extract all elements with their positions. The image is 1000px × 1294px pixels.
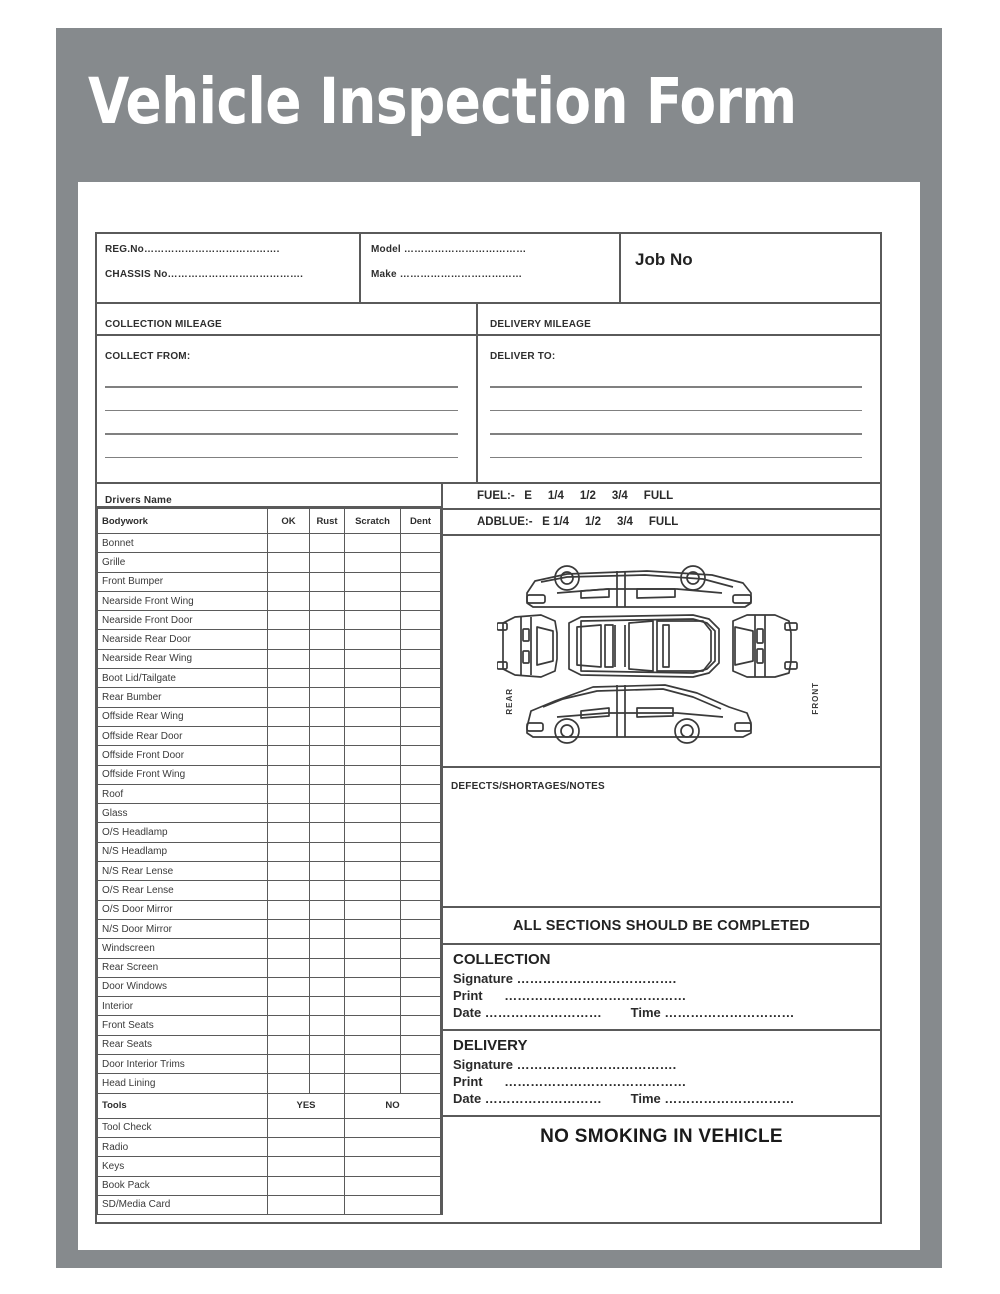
check-cell[interactable] [345,611,401,630]
check-cell[interactable] [310,591,345,610]
table-row [98,842,441,861]
check-cell[interactable] [310,649,345,668]
collection-signature-block [443,945,880,1031]
collection-print-field[interactable]: Print …………………………………… [453,988,687,1003]
diagram-rear-view [497,615,557,677]
check-cell[interactable] [268,765,310,784]
check-cell[interactable] [401,881,441,900]
address-rule[interactable] [490,386,862,388]
check-cell[interactable] [345,977,401,996]
check-cell[interactable] [401,746,441,765]
right-column [443,484,880,1215]
table-row [98,977,441,996]
row-label-o-s-door-mirror: O/S Door Mirror [98,900,268,919]
row-label-keys: Keys [98,1157,268,1176]
check-cell[interactable] [345,823,401,842]
table-row [98,688,441,707]
row-label-offside-rear-door: Offside Rear Door [98,726,268,745]
collect-from-lines [105,386,458,458]
check-cell[interactable] [345,1074,401,1093]
table-row [98,649,441,668]
identification-section [97,234,880,302]
no-smoking-text: NO SMOKING IN VEHICLE [540,1126,783,1147]
row-label-offside-front-door: Offside Front Door [98,746,268,765]
make-field[interactable]: Make ……………………………… [371,269,523,280]
check-cell[interactable] [310,688,345,707]
check-cell[interactable] [401,997,441,1016]
table-row [98,1074,441,1093]
check-cell[interactable] [268,939,310,958]
check-cell[interactable] [310,669,345,688]
column-header-ok: OK [268,509,310,534]
table-row [98,900,441,919]
check-cell[interactable] [345,553,401,572]
check-cell[interactable] [268,900,310,919]
row-label-sd-media-card: SD/Media Card [98,1195,268,1214]
check-cell[interactable] [310,823,345,842]
row-label-offside-rear-wing: Offside Rear Wing [98,707,268,726]
check-cell[interactable] [310,1055,345,1074]
check-cell[interactable] [345,997,401,1016]
check-cell[interactable] [268,784,310,803]
check-cell[interactable] [310,707,345,726]
check-cell[interactable] [310,630,345,649]
check-cell[interactable] [268,707,310,726]
column-header-scratch: Scratch [345,509,401,534]
check-cell[interactable] [310,977,345,996]
address-rule[interactable] [490,410,862,412]
row-label-n-s-headlamp: N/S Headlamp [98,842,268,861]
deliver-to-lines [490,386,862,458]
diagram-plan-view [569,615,719,677]
check-cell[interactable] [401,1055,441,1074]
check-cell[interactable] [310,804,345,823]
vehicle-damage-diagram[interactable] [443,536,880,768]
row-label-rear-seats: Rear Seats [98,1035,268,1054]
check-cell-no[interactable] [345,1176,441,1195]
diagram-front-label: FRONT [811,682,820,715]
check-cell[interactable] [401,553,441,572]
delivery-date-time-field[interactable]: Date ……………………… Time ………………………… [453,1091,795,1106]
check-cell[interactable] [310,765,345,784]
model-field[interactable]: Model ……………………………… [371,244,527,255]
check-cell[interactable] [345,649,401,668]
column-header-no: NO [345,1093,441,1118]
check-cell[interactable] [268,804,310,823]
row-label-grille: Grille [98,553,268,572]
table-row [98,611,441,630]
table-row [98,1176,441,1195]
inspection-table [97,508,441,1215]
diagram-front-view [733,615,797,677]
collection-mileage-label: COLLECTION MILEAGE [105,319,222,330]
check-cell[interactable] [268,919,310,938]
row-label-door-windows: Door Windows [98,977,268,996]
collection-signature-field[interactable]: Signature ………………………………. [453,971,677,986]
check-cell[interactable] [401,842,441,861]
page-title: Vehicle Inspection Form [88,65,797,138]
check-cell[interactable] [310,784,345,803]
check-cell[interactable] [268,823,310,842]
delivery-signature-field[interactable]: Signature ………………………………. [453,1057,677,1072]
check-cell[interactable] [268,611,310,630]
check-cell[interactable] [310,900,345,919]
check-cell[interactable] [268,669,310,688]
check-cell[interactable] [268,958,310,977]
all-sections-banner [443,908,880,945]
check-cell[interactable] [401,572,441,591]
row-label-radio: Radio [98,1137,268,1156]
delivery-signature-block [443,1031,880,1117]
column-header-dent: Dent [401,509,441,534]
check-cell[interactable] [345,591,401,610]
check-cell[interactable] [401,765,441,784]
row-label-n-s-door-mirror: N/S Door Mirror [98,919,268,938]
collect-from-cell[interactable] [97,336,478,482]
check-cell[interactable] [268,1016,310,1035]
check-cell[interactable] [345,746,401,765]
check-cell[interactable] [268,534,310,553]
column-header-tools: Tools [98,1093,268,1118]
check-cell[interactable] [345,1035,401,1054]
check-cell[interactable] [345,842,401,861]
check-cell[interactable] [345,1016,401,1035]
collect-from-label: COLLECT FROM: [105,351,191,362]
check-cell[interactable] [345,1055,401,1074]
row-label-roof: Roof [98,784,268,803]
adblue-level-label: ADBLUE:- E 1/4 1/2 3/4 FULL [477,516,679,528]
table-row [98,958,441,977]
address-rule[interactable] [105,457,458,459]
check-cell[interactable] [345,862,401,881]
row-label-boot-lid-tailgate: Boot Lid/Tailgate [98,669,268,688]
table-section-header-tools [98,1093,441,1118]
check-cell[interactable] [268,649,310,668]
table-row [98,572,441,591]
row-label-o-s-rear-lense: O/S Rear Lense [98,881,268,900]
row-label-front-seats: Front Seats [98,1016,268,1035]
check-cell-yes[interactable] [268,1176,345,1195]
check-cell[interactable] [345,534,401,553]
row-label-windscreen: Windscreen [98,939,268,958]
check-cell[interactable] [310,726,345,745]
check-cell[interactable] [310,842,345,861]
drivers-name-cell[interactable] [97,484,441,508]
check-cell[interactable] [401,900,441,919]
check-cell[interactable] [345,630,401,649]
row-label-o-s-headlamp: O/S Headlamp [98,823,268,842]
defects-label: DEFECTS/SHORTAGES/NOTES [451,781,605,792]
row-label-nearside-front-wing: Nearside Front Wing [98,591,268,610]
table-row [98,669,441,688]
column-header-yes: YES [268,1093,345,1118]
check-cell[interactable] [310,1016,345,1035]
check-cell[interactable] [310,958,345,977]
title-panel [56,28,942,1268]
check-cell[interactable] [268,572,310,591]
check-cell[interactable] [268,881,310,900]
mileage-section [97,302,880,334]
check-cell[interactable] [268,862,310,881]
delivery-mileage-cell[interactable] [478,304,880,334]
check-cell[interactable] [310,611,345,630]
row-label-offside-front-wing: Offside Front Wing [98,765,268,784]
table-row [98,1137,441,1156]
reg-no-field[interactable]: REG.No…………………………………. [105,244,280,255]
section-label-glass: Glass [98,804,268,823]
table-row [98,881,441,900]
check-cell[interactable] [401,707,441,726]
diagram-rear-label: REAR [505,688,514,715]
row-label-rear-bumber: Rear Bumber [98,688,268,707]
table-row [98,823,441,842]
inspection-form [95,232,882,1224]
check-cell[interactable] [310,534,345,553]
adblue-level-row[interactable] [443,510,880,536]
check-cell[interactable] [401,1016,441,1035]
check-cell-yes[interactable] [268,1195,345,1214]
check-cell[interactable] [345,707,401,726]
check-cell[interactable] [401,823,441,842]
delivery-print-field[interactable]: Print …………………………………… [453,1074,687,1089]
check-cell[interactable] [401,784,441,803]
check-cell[interactable] [401,1074,441,1093]
check-cell[interactable] [268,1035,310,1054]
table-row [98,630,441,649]
check-cell[interactable] [401,726,441,745]
row-label-book-pack: Book Pack [98,1176,268,1195]
address-section [97,334,880,482]
row-label-bonnet: Bonnet [98,534,268,553]
job-no-cell[interactable] [619,234,880,302]
deliver-to-cell[interactable] [478,336,880,482]
table-row [98,1195,441,1214]
check-cell[interactable] [310,862,345,881]
table-row [98,1118,441,1137]
check-cell-no[interactable] [345,1195,441,1214]
table-row [98,784,441,803]
check-cell[interactable] [268,630,310,649]
check-cell[interactable] [401,669,441,688]
check-cell-no[interactable] [345,1118,441,1137]
check-cell[interactable] [268,726,310,745]
check-cell[interactable] [268,688,310,707]
check-cell[interactable] [268,997,310,1016]
table-row [98,553,441,572]
table-row [98,707,441,726]
check-cell[interactable] [401,958,441,977]
row-label-nearside-rear-wing: Nearside Rear Wing [98,649,268,668]
table-row [98,765,441,784]
all-sections-text: ALL SECTIONS SHOULD BE COMPLETED [513,917,810,934]
check-cell[interactable] [345,919,401,938]
check-cell[interactable] [401,804,441,823]
check-cell[interactable] [401,862,441,881]
fuel-level-row[interactable] [443,484,880,510]
row-label-tool-check: Tool Check [98,1118,268,1137]
form-paper [78,182,920,1250]
defects-notes-box[interactable] [443,768,880,908]
check-cell[interactable] [401,688,441,707]
table-row [98,997,441,1016]
check-cell[interactable] [310,939,345,958]
vehicle-multiview-icon [497,551,827,751]
collection-title: COLLECTION [453,951,551,968]
row-label-head-lining: Head Lining [98,1074,268,1093]
table-row [98,1035,441,1054]
check-cell[interactable] [310,1035,345,1054]
check-cell[interactable] [268,746,310,765]
check-cell[interactable] [401,977,441,996]
check-cell[interactable] [345,765,401,784]
row-label-interior: Interior [98,997,268,1016]
check-cell[interactable] [345,784,401,803]
check-cell[interactable] [345,726,401,745]
table-row [98,534,441,553]
check-cell[interactable] [401,649,441,668]
check-cell[interactable] [345,688,401,707]
check-cell[interactable] [401,919,441,938]
table-section-header-glass [98,804,441,823]
row-label-rear-screen: Rear Screen [98,958,268,977]
table-row [98,1055,441,1074]
table-row [98,919,441,938]
delivery-title: DELIVERY [453,1037,528,1054]
row-label-n-s-rear-lense: N/S Rear Lense [98,862,268,881]
check-cell[interactable] [268,1074,310,1093]
chassis-no-field[interactable]: CHASSIS No…………………………………. [105,269,304,280]
main-section [97,482,880,1215]
delivery-mileage-label: DELIVERY MILEAGE [490,319,591,330]
table-row [98,862,441,881]
check-cell[interactable] [268,591,310,610]
check-cell[interactable] [268,977,310,996]
table-row [98,591,441,610]
diagram-top-view [527,566,751,607]
check-cell[interactable] [345,881,401,900]
address-rule[interactable] [105,386,458,388]
row-label-nearside-rear-door: Nearside Rear Door [98,630,268,649]
drivers-name-label: Drivers Name [105,495,172,506]
checklist-column [97,484,443,1215]
address-rule[interactable] [490,457,862,459]
vehicle-ids [97,234,359,302]
check-cell[interactable] [310,919,345,938]
check-cell[interactable] [345,939,401,958]
check-cell[interactable] [268,842,310,861]
check-cell[interactable] [268,1055,310,1074]
row-label-front-bumper: Front Bumper [98,572,268,591]
check-cell[interactable] [310,997,345,1016]
check-cell[interactable] [310,572,345,591]
table-row [98,939,441,958]
check-cell-yes[interactable] [268,1118,345,1137]
check-cell[interactable] [401,611,441,630]
table-section-header-bodywork [98,509,441,534]
table-row [98,726,441,745]
check-cell[interactable] [310,553,345,572]
check-cell-yes[interactable] [268,1137,345,1156]
row-label-nearside-front-door: Nearside Front Door [98,611,268,630]
table-row [98,1016,441,1035]
check-cell[interactable] [345,804,401,823]
check-cell[interactable] [401,534,441,553]
table-row [98,746,441,765]
no-smoking-banner [443,1117,880,1157]
check-cell[interactable] [310,746,345,765]
check-cell-yes[interactable] [268,1157,345,1176]
vehicle-model-make [359,234,619,302]
check-cell[interactable] [401,630,441,649]
address-rule[interactable] [105,410,458,412]
job-no-label: Job No [635,250,693,269]
check-cell[interactable] [268,553,310,572]
deliver-to-label: DELIVER TO: [490,351,556,362]
column-header-rust: Rust [310,509,345,534]
check-cell[interactable] [401,939,441,958]
check-cell[interactable] [401,591,441,610]
check-cell-no[interactable] [345,1137,441,1156]
check-cell[interactable] [310,881,345,900]
fuel-level-label: FUEL:- E 1/4 1/2 3/4 FULL [477,490,674,502]
check-cell[interactable] [345,572,401,591]
table-row [98,1157,441,1176]
address-rule[interactable] [490,433,862,435]
check-cell[interactable] [401,1035,441,1054]
check-cell-no[interactable] [345,1157,441,1176]
address-rule[interactable] [105,433,458,435]
collection-date-time-field[interactable]: Date ……………………… Time ………………………… [453,1005,795,1020]
diagram-side-view [527,685,751,743]
row-label-door-interior-trims: Door Interior Trims [98,1055,268,1074]
column-header-bodywork: Bodywork [98,509,268,534]
check-cell[interactable] [345,669,401,688]
check-cell[interactable] [310,1074,345,1093]
check-cell[interactable] [345,958,401,977]
check-cell[interactable] [345,900,401,919]
collection-mileage-cell[interactable] [97,304,478,334]
